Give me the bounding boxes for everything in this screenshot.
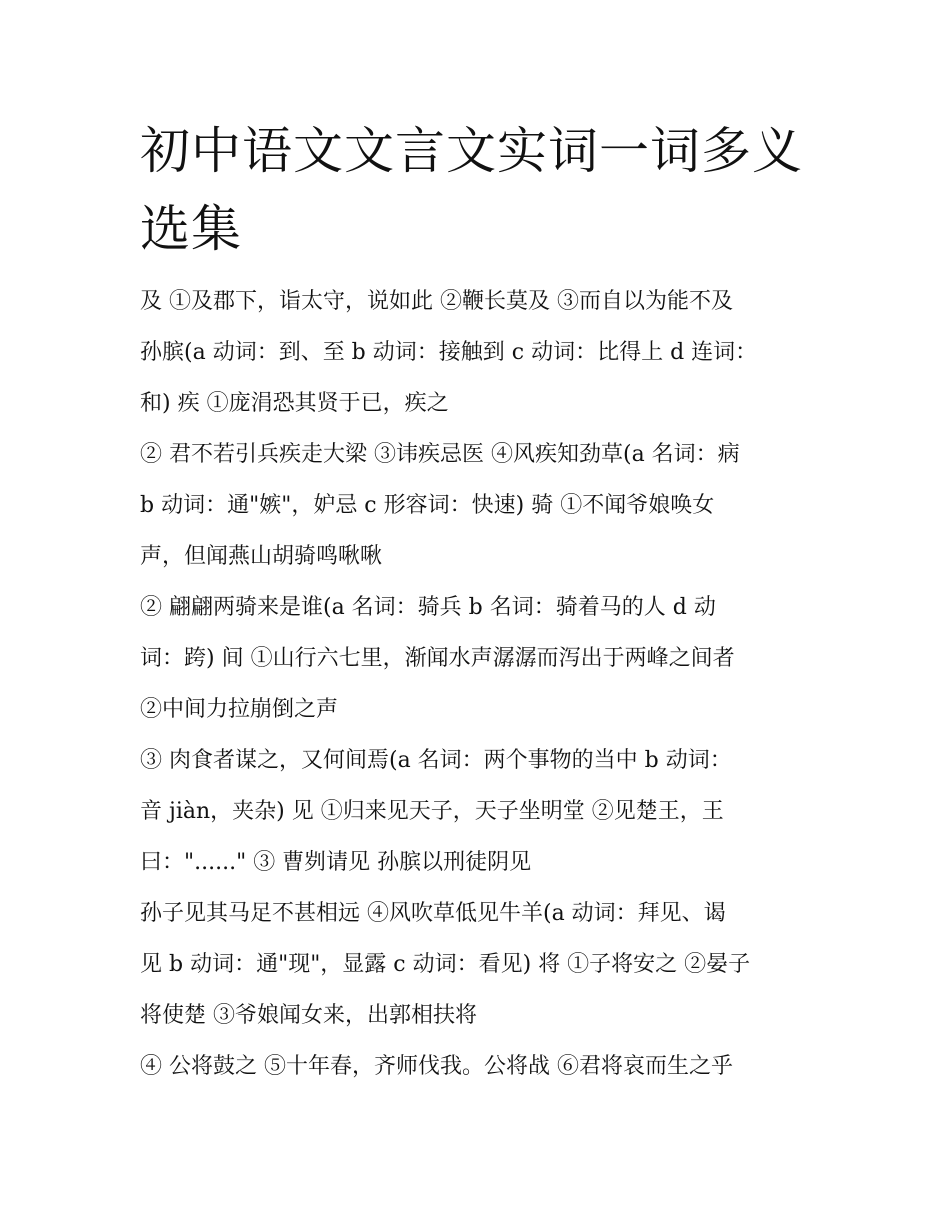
text-line: 孙膑(a 动词：到、至 b 动词：接触到 c 动词：比得上 d 连词： xyxy=(140,340,758,365)
text-line: ③ 肉食者谋之，又何间焉(a 名词：两个事物的当中 b 动词： xyxy=(140,748,732,773)
text-line: ②中间力拉崩倒之声 xyxy=(140,697,339,722)
text-line: ② 君不若引兵疾走大梁 ③讳疾忌医 ④风疾知劲草(a 名词：病 xyxy=(140,442,740,467)
text-line: 词：跨) 间 ①山行六七里，渐闻水声潺潺而泻出于两峰之间者 xyxy=(140,646,735,671)
text-line: ④ 公将鼓之 ⑤十年春，齐师伐我。公将战 ⑥君将哀而生之乎 xyxy=(140,1054,733,1079)
text-line: 和) 疾 ①庞涓恐其贤于已，疾之 xyxy=(140,391,449,416)
text-line: ② 翩翩两骑来是谁(a 名词：骑兵 b 名词：骑着马的人 d 动 xyxy=(140,595,716,620)
text-line: 声，但闻燕山胡骑鸣啾啾 xyxy=(140,544,383,569)
title-line-2: 选集 xyxy=(140,200,242,258)
text-line: 将使楚 ③爷娘闻女来，出郭相扶将 xyxy=(140,1003,477,1028)
text-line: b 动词：通"嫉"，妒忌 c 形容词：快速) 骑 ①不闻爷娘唤女 xyxy=(140,493,715,518)
text-line: 音 jiàn，夹杂) 见 ①归来见天子，天子坐明堂 ②见楚王，王 xyxy=(140,799,724,824)
document-body xyxy=(140,276,820,1092)
document-title xyxy=(140,112,830,268)
title-line-1: 初中语文文言文实词一词多义 xyxy=(140,122,803,180)
text-line: 见 b 动词：通"现"，显露 c 动词：看见) 将 ①子将安之 ②晏子 xyxy=(140,952,751,977)
text-line: 孙子见其马足不甚相远 ④风吹草低见牛羊(a 动词：拜见、谒 xyxy=(140,901,726,926)
text-line: 曰："......" ③ 曹刿请见 孙膑以刑徒阴见 xyxy=(140,850,532,875)
text-line: 及 ①及郡下，诣太守，说如此 ②鞭长莫及 ③而自以为能不及 xyxy=(140,289,733,314)
